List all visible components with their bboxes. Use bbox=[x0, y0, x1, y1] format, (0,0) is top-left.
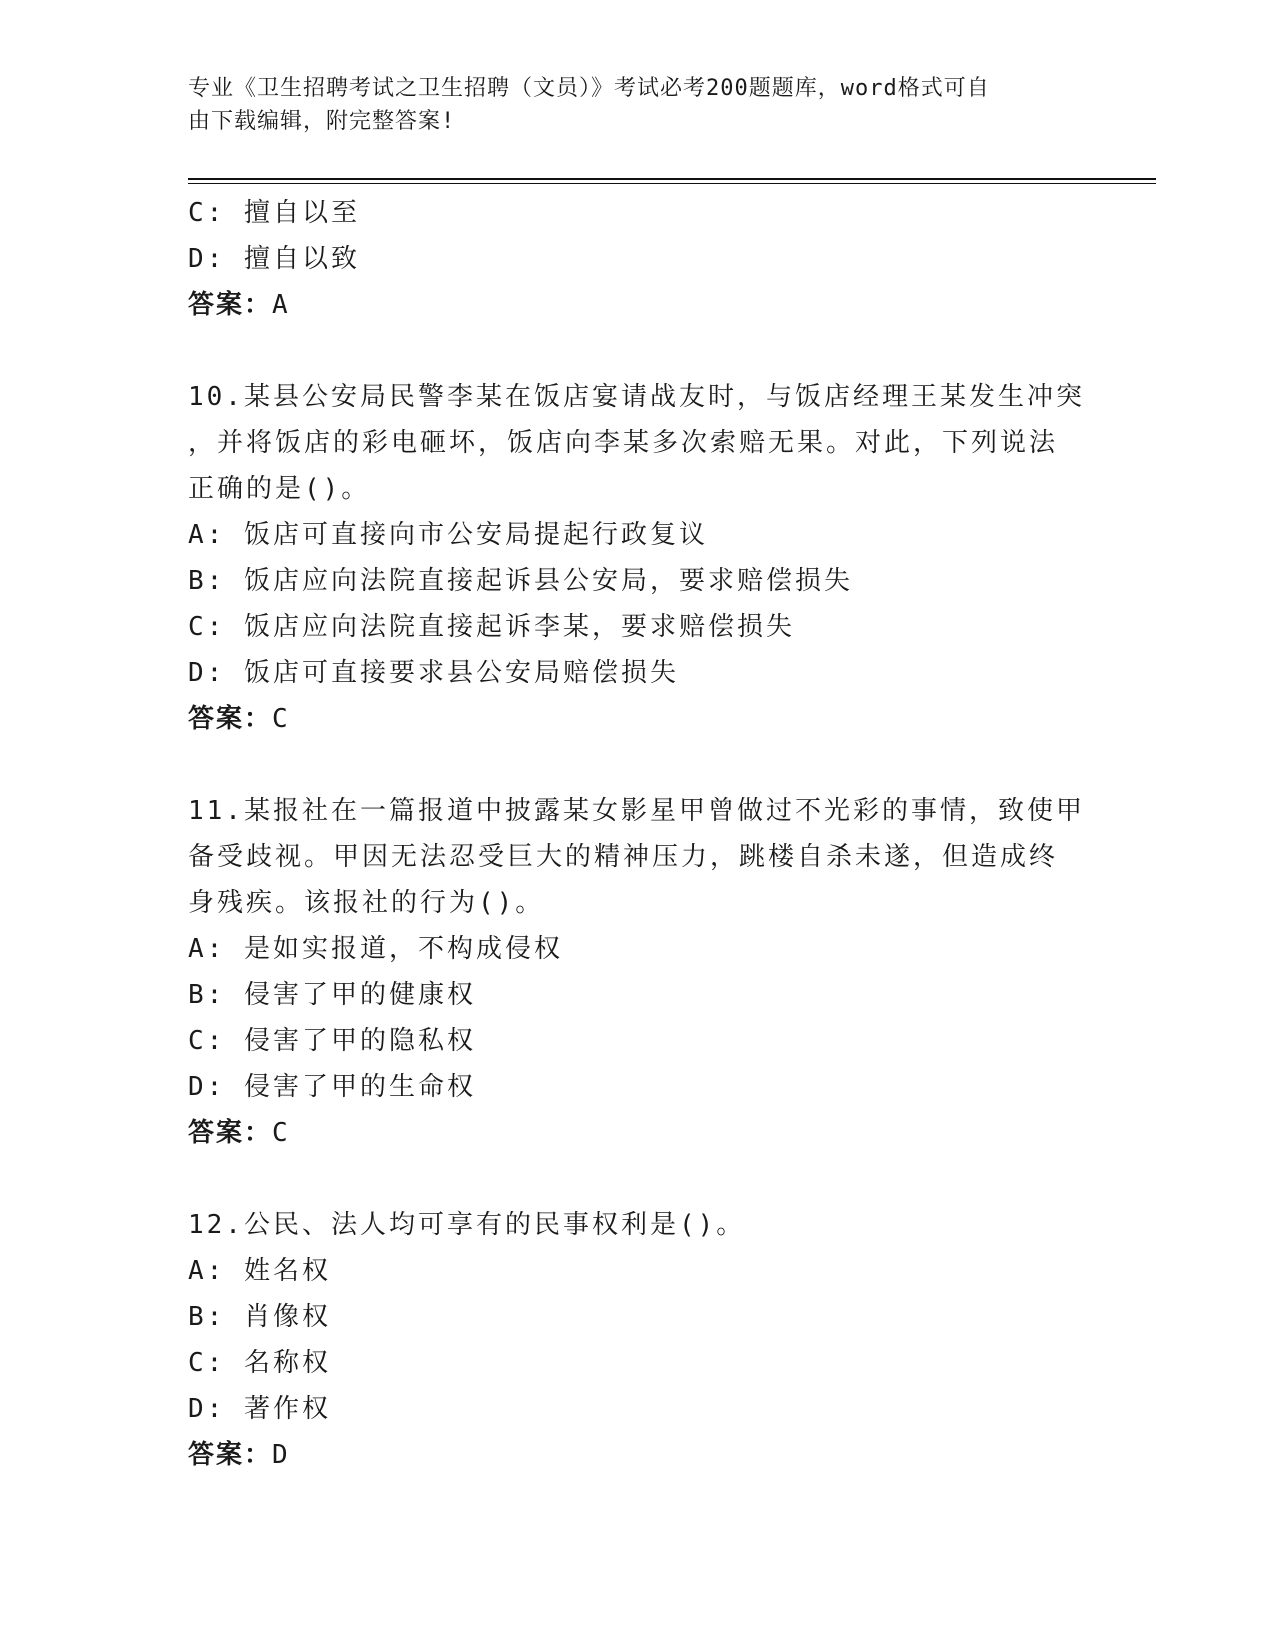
question-12 bbox=[188, 1202, 1088, 1478]
option-d: D: 饭店可直接要求县公安局赔偿损失 bbox=[188, 658, 679, 688]
answer-label: 答案： bbox=[188, 1118, 273, 1148]
document-header bbox=[188, 72, 1068, 138]
header-rule-thick bbox=[188, 178, 1156, 180]
question-stem-line: ，并将饭店的彩电砸坏，饭店向李某多次索赔无果。对此，下列说法 bbox=[188, 428, 1059, 458]
question-stem-line: 10.某县公安局民警李某在饭店宴请战友时，与饭店经理王某发生冲突 bbox=[188, 382, 1085, 412]
option-a: A: 饭店可直接向市公安局提起行政复议 bbox=[188, 520, 708, 550]
header-line-2: 由下载编辑，附完整答案! bbox=[188, 109, 456, 134]
option-b: B: 饭店应向法院直接起诉县公安局，要求赔偿损失 bbox=[188, 566, 853, 596]
question-stem-line: 身残疾。该报社的行为()。 bbox=[188, 888, 545, 918]
answer-value: C bbox=[272, 1118, 290, 1148]
option-d: D: 擅自以致 bbox=[188, 244, 360, 274]
question-10 bbox=[188, 374, 1088, 742]
answer-line bbox=[188, 282, 1088, 328]
option-d: D: 侵害了甲的生命权 bbox=[188, 1072, 476, 1102]
option-c: C: 擅自以至 bbox=[188, 198, 360, 228]
spacer bbox=[188, 328, 1088, 374]
option-a: A: 姓名权 bbox=[188, 1256, 331, 1286]
answer-line bbox=[188, 696, 1088, 742]
question-11 bbox=[188, 788, 1088, 1156]
answer-value: D bbox=[272, 1440, 290, 1470]
carryover-block bbox=[188, 190, 1088, 328]
option-c: C: 名称权 bbox=[188, 1348, 331, 1378]
option-c: C: 饭店应向法院直接起诉李某，要求赔偿损失 bbox=[188, 612, 795, 642]
answer-label: 答案： bbox=[188, 1440, 273, 1470]
option-b: B: 肖像权 bbox=[188, 1302, 331, 1332]
question-stem-line: 11.某报社在一篇报道中披露某女影星甲曾做过不光彩的事情，致使甲 bbox=[188, 796, 1085, 826]
answer-line bbox=[188, 1432, 1088, 1478]
option-c: C: 侵害了甲的隐私权 bbox=[188, 1026, 476, 1056]
option-a: A: 是如实报道，不构成侵权 bbox=[188, 934, 563, 964]
answer-line bbox=[188, 1110, 1088, 1156]
spacer bbox=[188, 1156, 1088, 1202]
question-stem-line: 12.公民、法人均可享有的民事权利是()。 bbox=[188, 1210, 746, 1240]
header-rule-thin bbox=[188, 183, 1156, 184]
question-stem-line: 备受歧视。甲因无法忍受巨大的精神压力，跳楼自杀未遂，但造成终 bbox=[188, 842, 1059, 872]
spacer bbox=[188, 742, 1088, 788]
header-line-1: 专业《卫生招聘考试之卫生招聘（文员）》考试必考200题题库，word格式可自 bbox=[188, 76, 990, 101]
answer-label: 答案： bbox=[188, 290, 273, 320]
answer-value: A bbox=[272, 290, 290, 320]
option-b: B: 侵害了甲的健康权 bbox=[188, 980, 476, 1010]
option-d: D: 著作权 bbox=[188, 1394, 331, 1424]
answer-value: C bbox=[272, 704, 290, 734]
answer-label: 答案： bbox=[188, 704, 273, 734]
question-stem-line: 正确的是()。 bbox=[188, 474, 371, 504]
question-content bbox=[188, 190, 1088, 1478]
